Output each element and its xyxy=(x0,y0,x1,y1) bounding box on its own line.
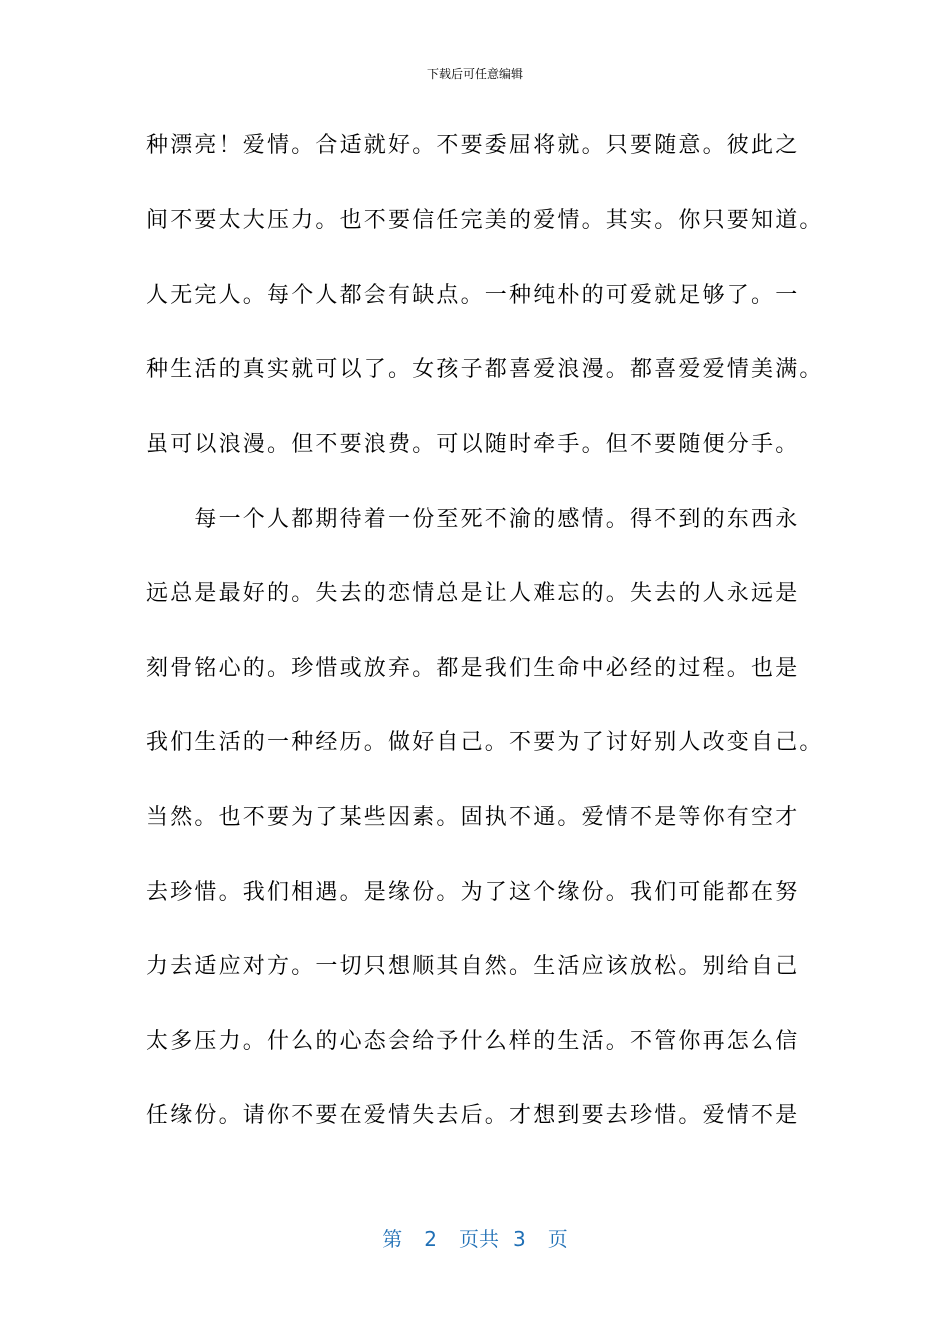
page-label-prefix: 第 xyxy=(382,1227,403,1251)
text-line: 人无完人。每个人都会有缺点。一种纯朴的可爱就足够了。一 xyxy=(146,283,800,308)
current-page-number: 2 xyxy=(424,1227,437,1251)
text-line: 种漂亮！爱情。合适就好。不要委屈将就。只要随意。彼此之 xyxy=(146,133,800,158)
text-line: 当然。也不要为了某些因素。固执不通。爱情不是等你有空才 xyxy=(146,805,800,830)
text-line: 间不要太大压力。也不要信任完美的爱情。其实。你只要知道。 xyxy=(146,208,824,233)
total-pages-number: 3 xyxy=(513,1227,526,1251)
paragraph-start-line: 每一个人都期待着一份至死不渝的感情。得不到的东西永 xyxy=(146,507,800,532)
page-label-suffix: 页 xyxy=(547,1227,568,1251)
text-line: 力去适应对方。一切只想顺其自然。生活应该放松。别给自己 xyxy=(146,954,800,979)
text-line: 种生活的真实就可以了。女孩子都喜爱浪漫。都喜爱爱情美满。 xyxy=(146,357,824,382)
text-line: 任缘份。请你不要在爱情失去后。才想到要去珍惜。爱情不是 xyxy=(146,1103,800,1128)
text-line: 刻骨铭心的。珍惜或放弃。都是我们生命中必经的过程。也是 xyxy=(146,656,800,681)
text-line: 虽可以浪漫。但不要浪费。可以随时牵手。但不要随便分手。 xyxy=(146,432,800,457)
text-line: 去珍惜。我们相遇。是缘份。为了这个缘份。我们可能都在努 xyxy=(146,880,800,905)
page-header: 下载后可任意编辑 xyxy=(426,67,523,81)
page-label-middle: 页共 xyxy=(459,1227,499,1251)
text-line: 我们生活的一种经历。做好自己。不要为了讨好别人改变自己。 xyxy=(146,730,824,755)
page-footer xyxy=(0,1226,950,1252)
text-line: 远总是最好的。失去的恋情总是让人难忘的。失去的人永远是 xyxy=(146,581,800,606)
text-line: 太多压力。什么的心态会给予什么样的生活。不管你再怎么信 xyxy=(146,1029,800,1054)
